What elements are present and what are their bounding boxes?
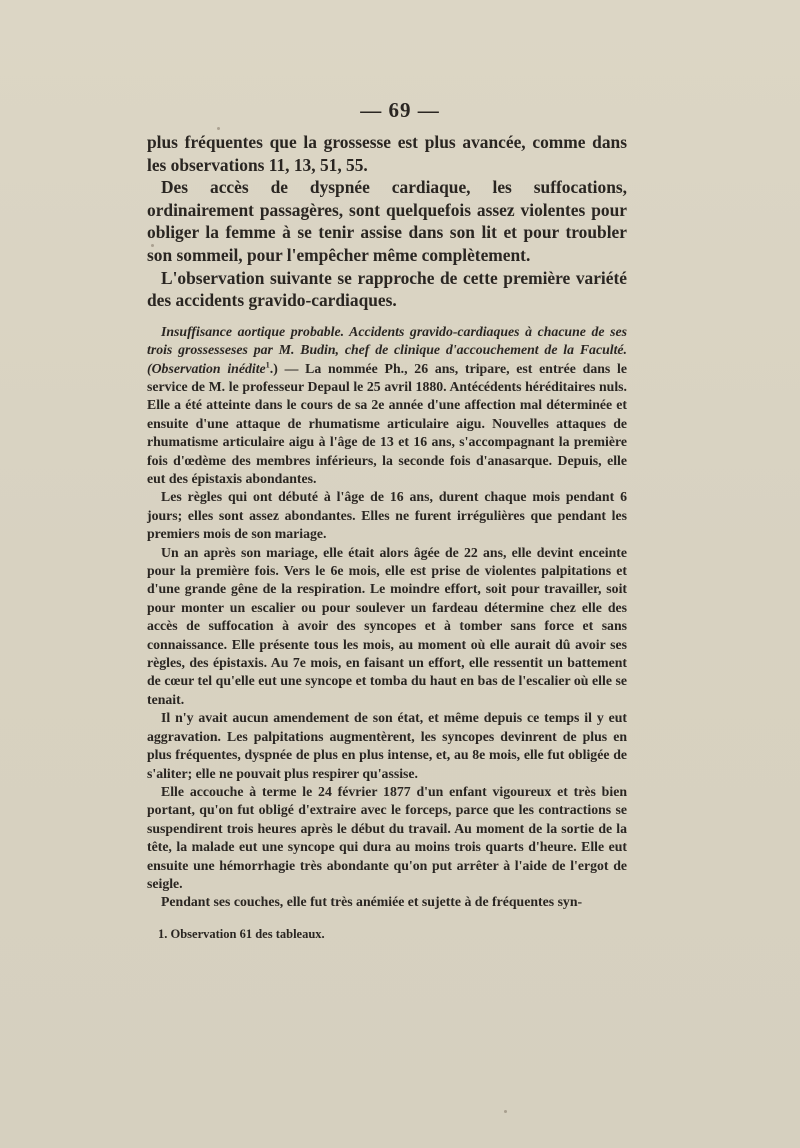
- paper-speck: [504, 1110, 507, 1113]
- paragraph: Des accès de dyspnée cardiaque, les suffocations, ordinairement passagères, sont quelquefois assez violentes pour obliger la femme à se tenir assise dans son lit et pour troubler son sommeil, pour l'empêcher même complètement.: [147, 177, 627, 265]
- paragraph: Un an après son mariage, elle était alors âgée de 22 ans, elle devint enceinte pour la première fois. Vers le 6e mois, elle est prise de violentes palpitations et d'une grande gêne de la respiration. Le moindre effort, soit pour travailler, soit pour monter un escalier ou pour soulever un fardeau détermine chez elle des accès de suffocation à avoir des syncopes et à tomber sans force et sans connaissance. Elle présente tous les mois, au moment où elle aurait dû avoir ses règles, des épistaxis. Au 7e mois, en faisant un effort, elle ressentit un battement de cœur tel qu'elle eut une syncope et tomba du haut en bas de l'escalier où elle se tenait.: [147, 544, 627, 707]
- paragraph: Pendant ses couches, elle fut très anémiée et sujette à de fréquentes syn-: [161, 894, 583, 910]
- page-number: — 69 —: [360, 98, 440, 122]
- footnote: 1. Observation 61 des tableaux.: [158, 927, 325, 941]
- observation-paragraph: [147, 323, 627, 489]
- footnote-ref: 1: [265, 359, 270, 369]
- paragraph: Il n'y avait aucun amendement de son état, et même depuis ce temps il y eut aggravation. Les palpitations augmentèrent, les syncopes devinrent de plus en plus fréquentes, dyspnée de plus en plus intense, et, au 8e mois, elle fut obligée de s'aliter; elle ne pouvait plus respirer qu'assise.: [147, 710, 627, 781]
- page-body: [147, 131, 627, 912]
- paragraph: L'observation suivante se rapproche de cette première variété des accidents gravido-cardiaques.: [147, 267, 627, 311]
- observation-text: [147, 323, 627, 912]
- observation-heading: Insuffisance aortique probable. Accidents gravido-cardiaques à chacune de ses trois grossesseses par M. Budin, chef de clinique d'accouchement de la Faculté. (Observation inédite: [147, 323, 627, 376]
- main-text: [147, 131, 627, 312]
- paper-speck: [217, 127, 220, 130]
- paragraph: Elle accouche à terme le 24 février 1877 d'un enfant vigoureux et très bien portant, qu'on fut obligé d'extraire avec le forceps, parce que les contractions se suspendirent trois heures après le début du travail. Au moment de la sortie de la tête, la malade eut une syncope qui dura au moins trois quarts d'heure. Elle eut ensuite une hémorrhagie très abondante qu'on put arrêter à l'aide de l'ergot de seigle.: [147, 783, 627, 891]
- observation-intro: .) — La nommée Ph., 26 ans, tripare, est entrée dans le service de M. le professeur Depaul le 25 avril 1880. Antécédents héréditaires nuls. Elle a été atteinte dans le cours de sa 2e année d'une affection mal déterminée et ensuite d'une attaque de rhumatisme articulaire aigu. Nouvelles attaques de rhumatisme articulaire aigu à l'âge de 13 et 16 ans, s'accompagnant la première fois d'œdème des membres inférieurs, la seconde fois d'anasarque. Depuis, elle eut des épistaxis abondantes.: [147, 360, 627, 486]
- paragraph: Les règles qui ont débuté à l'âge de 16 ans, durent chaque mois pendant 6 jours; elles sont assez abondantes. Elles ne furent irrégulières que pendant les premiers mois de son mariage.: [147, 489, 627, 542]
- paragraph: plus fréquentes que la grossesse est plus avancée, comme dans les observations 11, 13, 51, 55.: [147, 132, 627, 175]
